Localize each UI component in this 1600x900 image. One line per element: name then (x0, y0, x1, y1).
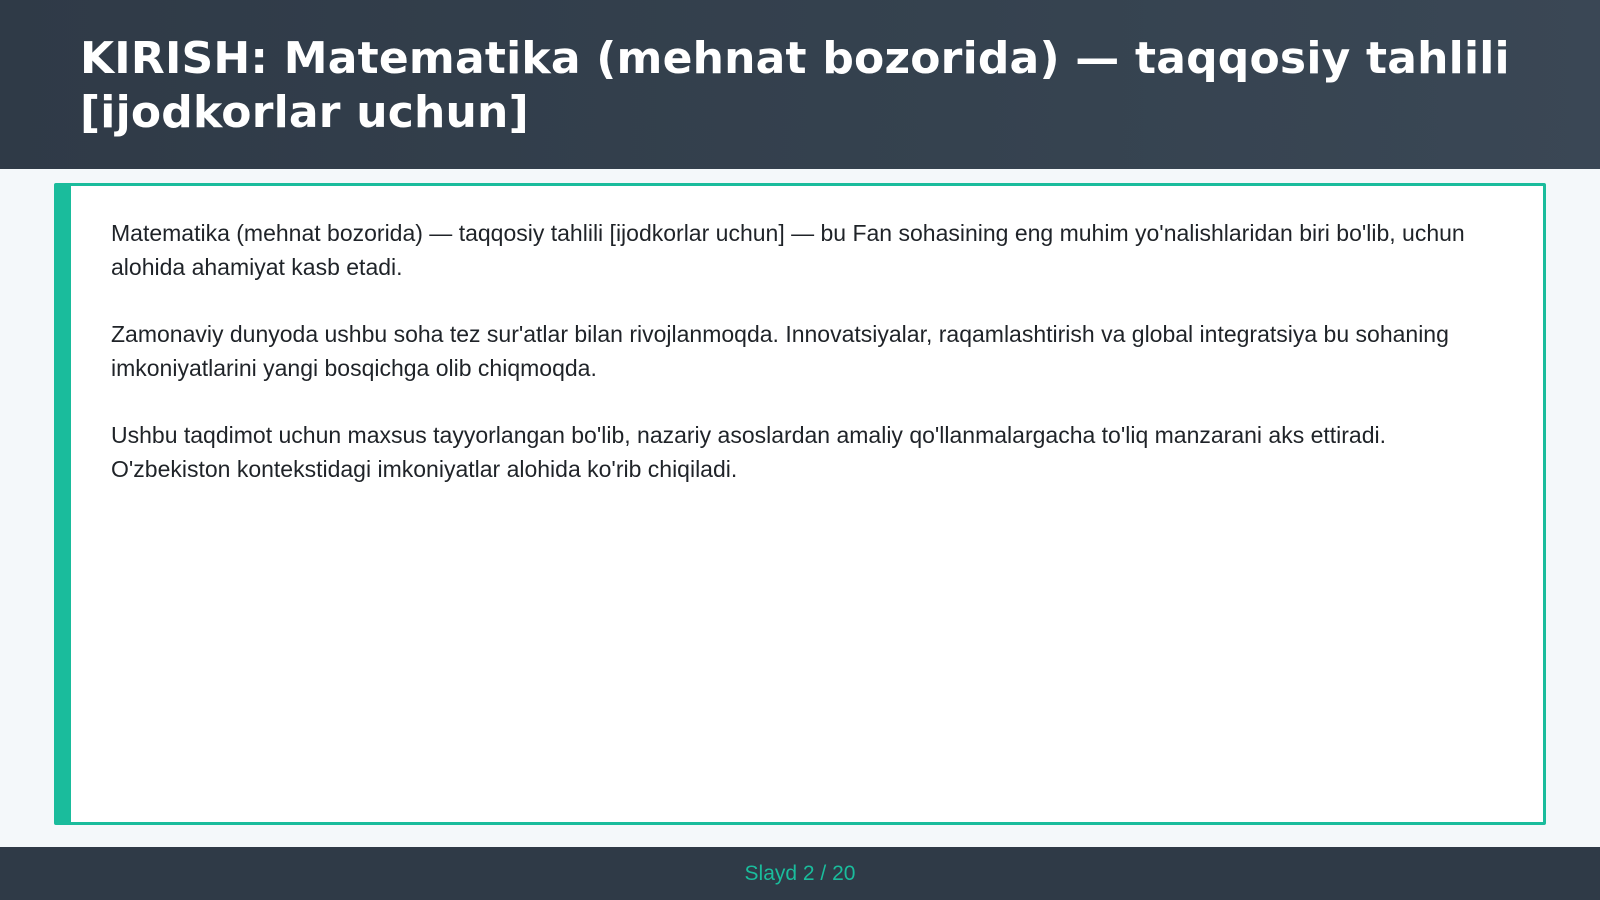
slide-title: KIRISH: Matematika (mehnat bozorida) — taqqosiy tahlili [ijodkorlar uchun] (80, 33, 1510, 138)
paragraph-intro: Matematika (mehnat bozorida) — taqqosiy tahlili [ijodkorlar uchun] — bu Fan sohasining eng muhim yo'nalishlaridan biri bo'lib, uchun alohida ahamiyat kasb etadi. (111, 220, 1465, 280)
content-card (54, 183, 1546, 825)
slide-counter: Slayd 2 / 20 (744, 861, 856, 885)
slide-footer (0, 847, 1600, 900)
paragraph-presentation-scope: Ushbu taqdimot uchun maxsus tayyorlangan bo'lib, nazariy asoslardan amaliy qo'llanmalargacha to'liq manzarani aks ettiradi. O'zbekiston kontekstidagi imkoniyatlar alohida ko'rib chiqiladi. (111, 422, 1387, 482)
paragraph-modern-world: Zamonaviy dunyoda ushbu soha tez sur'atlar bilan rivojlanmoqda. Innovatsiyalar, raqamlashtirish va global integratsiya bu sohaning imkoniyatlarini yangi bosqichga olib chiqmoqda. (111, 321, 1449, 381)
slide-header (0, 0, 1600, 169)
